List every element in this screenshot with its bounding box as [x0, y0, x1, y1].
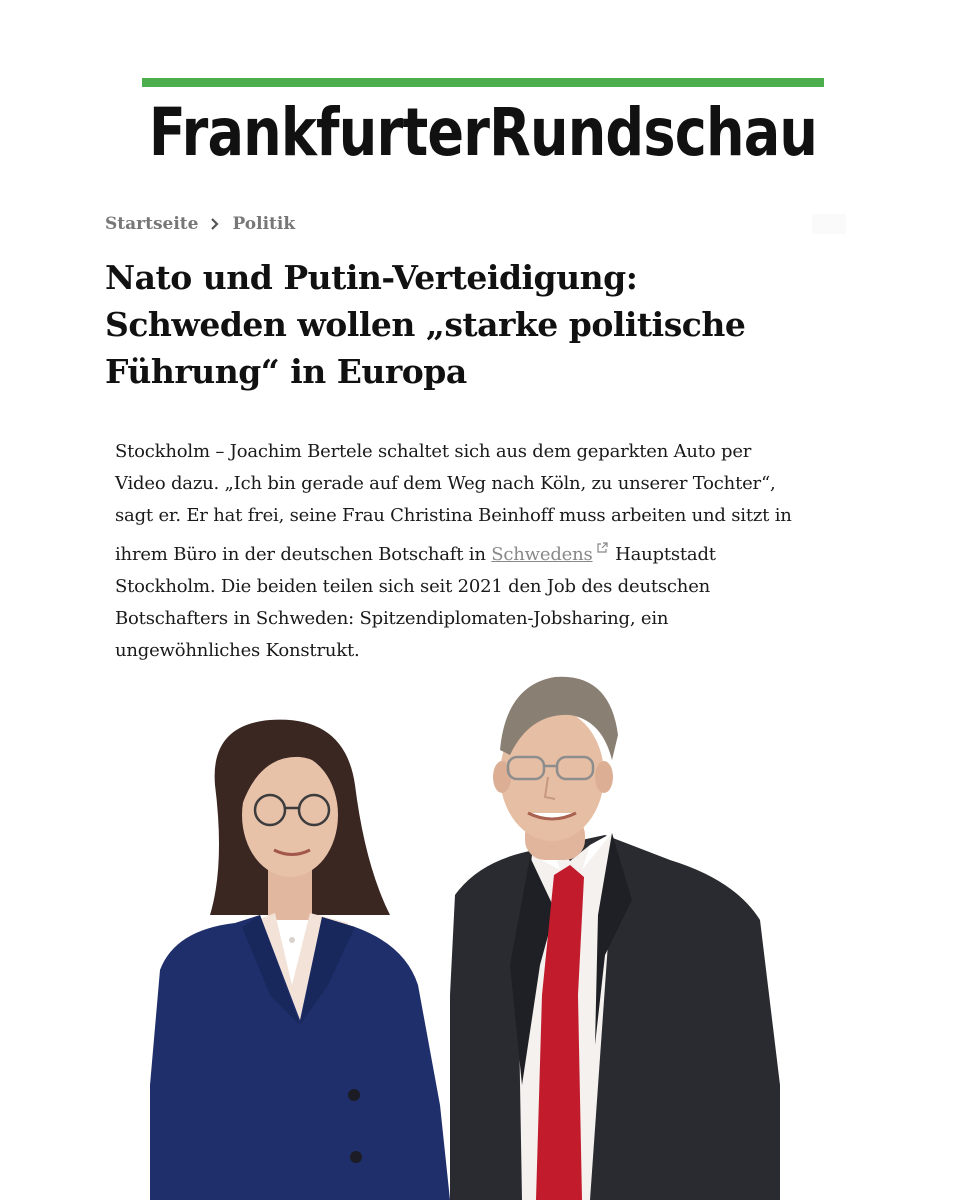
- woman-portrait: [150, 720, 450, 1200]
- article-body: [115, 436, 875, 667]
- headline-line: Nato und Putin-Verteidigung:: [105, 258, 638, 297]
- breadcrumb: [105, 210, 295, 238]
- body-line: Stockholm. Die beiden teilen sich seit 2021 den Job des deutschen: [115, 576, 711, 597]
- article-photo: [150, 665, 790, 1200]
- body-text-segment: ihrem Büro in der deutschen Botschaft in: [115, 544, 492, 565]
- breadcrumb-section[interactable]: Politik: [232, 214, 296, 234]
- schweden-link[interactable]: Schwedens: [491, 544, 593, 565]
- body-line: sagt er. Er hat frei, seine Frau Christina Beinhoff muss arbeiten und sitzt in: [115, 505, 792, 526]
- share-placeholder: [812, 214, 846, 234]
- article-headline: [105, 254, 865, 395]
- headline-line: Schweden wollen „starke politische: [105, 305, 746, 344]
- headline-line: Führung“ in Europa: [105, 352, 467, 391]
- chevron-right-icon: [210, 215, 220, 234]
- site-logo[interactable]: FrankfurterRundschau: [148, 93, 818, 171]
- body-line: ungewöhnliches Konstrukt.: [115, 640, 360, 661]
- brand-bar: [142, 78, 824, 87]
- body-line: Botschafters in Schweden: Spitzendiplomaten-Jobsharing, ein: [115, 608, 669, 629]
- body-line: Stockholm – Joachim Bertele schaltet sich aus dem geparkten Auto per: [115, 441, 752, 462]
- external-link-icon[interactable]: [597, 532, 608, 564]
- man-portrait: [450, 677, 780, 1200]
- body-line: Video dazu. „Ich bin gerade auf dem Weg nach Köln, zu unserer Tochter“,: [115, 473, 776, 494]
- body-line: [115, 532, 875, 571]
- body-text-segment: Hauptstadt: [609, 544, 716, 565]
- breadcrumb-home[interactable]: Startseite: [105, 214, 199, 234]
